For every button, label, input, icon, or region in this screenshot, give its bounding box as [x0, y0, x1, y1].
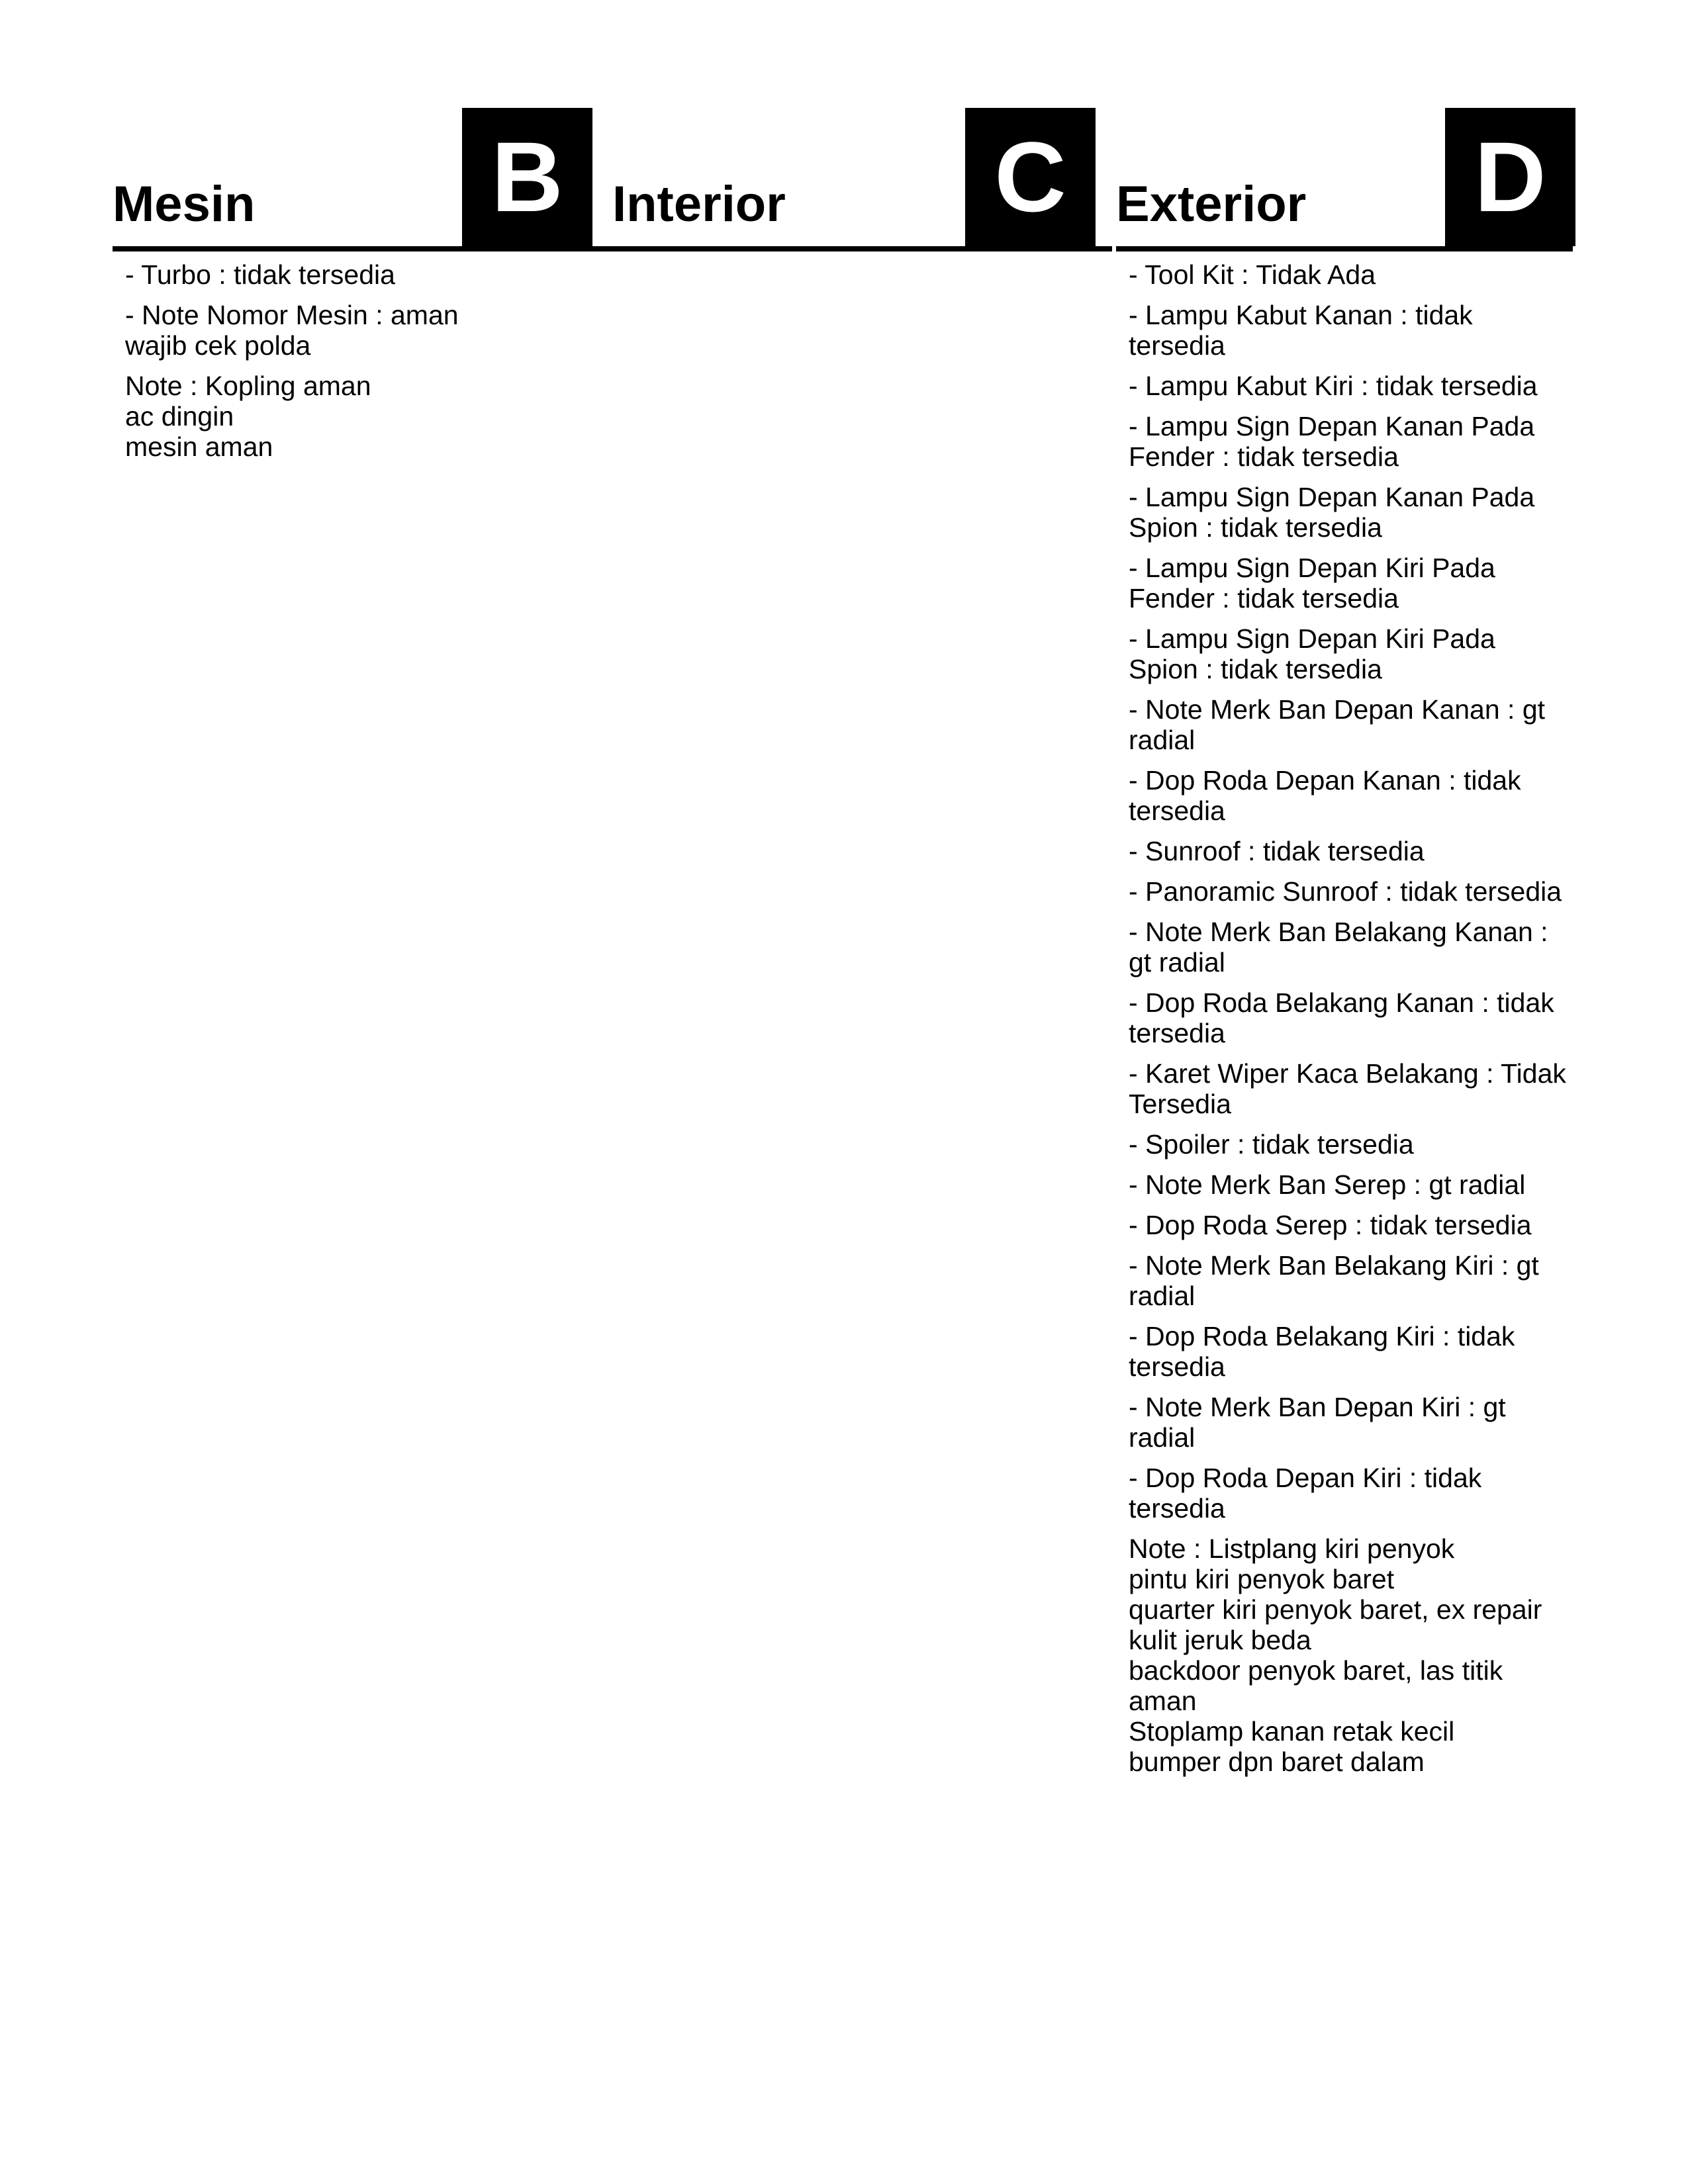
list-item: - Lampu Sign Depan Kanan Pada Spion : tidak tersedia: [1129, 482, 1535, 543]
list-item: - Note Merk Ban Belakang Kanan : gt radial: [1129, 917, 1548, 978]
list-item: - Lampu Sign Depan Kiri Pada Spion : tidak tersedia: [1129, 623, 1495, 684]
list-item: - Note Nomor Mesin : aman wajib cek polda: [125, 300, 459, 361]
item-list: [1116, 259, 1573, 1777]
section-title: Mesin: [113, 176, 256, 232]
list-item: Note : Kopling aman ac dingin mesin aman: [125, 371, 371, 462]
list-item: - Karet Wiper Kaca Belakang : Tidak Tersedia: [1129, 1058, 1566, 1119]
list-item: - Note Merk Ban Belakang Kiri : gt radial: [1129, 1250, 1539, 1311]
list-item: - Tool Kit : Tidak Ada: [1129, 259, 1376, 290]
list-item: - Dop Roda Serep : tidak tersedia: [1129, 1210, 1532, 1240]
list-item: - Dop Roda Belakang Kiri : tidak tersedia: [1129, 1321, 1515, 1382]
list-item: - Sunroof : tidak tersedia: [1129, 836, 1425, 866]
list-item: - Lampu Kabut Kanan : tidak tersedia: [1129, 300, 1473, 361]
list-item: - Dop Roda Depan Kiri : tidak tersedia: [1129, 1463, 1482, 1524]
list-item: - Note Merk Ban Depan Kiri : gt radial: [1129, 1392, 1506, 1453]
list-item: Note : Listplang kiri penyok pintu kiri penyok baret quarter kiri penyok baret, ex repair kulit jeruk beda backdoor penyok baret, las titik aman Stoplamp kanan retak kecil bumper dpn baret dalam: [1129, 1533, 1542, 1777]
section-header: [113, 108, 612, 251]
section-badge: B: [462, 108, 592, 246]
list-item: - Dop Roda Depan Kanan : tidak tersedia: [1129, 765, 1521, 826]
list-item: - Lampu Sign Depan Kanan Pada Fender : tidak tersedia: [1129, 411, 1535, 472]
list-item: - Panoramic Sunroof : tidak tersedia: [1129, 876, 1562, 907]
item-list: [113, 259, 612, 462]
section-badge: C: [965, 108, 1096, 246]
section-interior: [612, 108, 1112, 259]
list-item: - Dop Roda Belakang Kanan : tidak tersedia: [1129, 987, 1554, 1048]
section-mesin: [113, 108, 612, 472]
section-title: Interior: [612, 176, 786, 232]
list-item: - Note Merk Ban Depan Kanan : gt radial: [1129, 694, 1546, 755]
list-item: - Turbo : tidak tersedia: [125, 259, 395, 290]
section-exterior: [1116, 108, 1573, 1787]
list-item: - Lampu Kabut Kiri : tidak tersedia: [1129, 371, 1538, 401]
list-item: - Lampu Sign Depan Kiri Pada Fender : tidak tersedia: [1129, 553, 1495, 614]
section-header: [1116, 108, 1573, 251]
list-item: - Note Merk Ban Serep : gt radial: [1129, 1169, 1526, 1200]
section-title: Exterior: [1116, 176, 1307, 232]
list-item: - Spoiler : tidak tersedia: [1129, 1129, 1414, 1160]
section-header: [612, 108, 1112, 251]
section-badge: D: [1445, 108, 1575, 246]
